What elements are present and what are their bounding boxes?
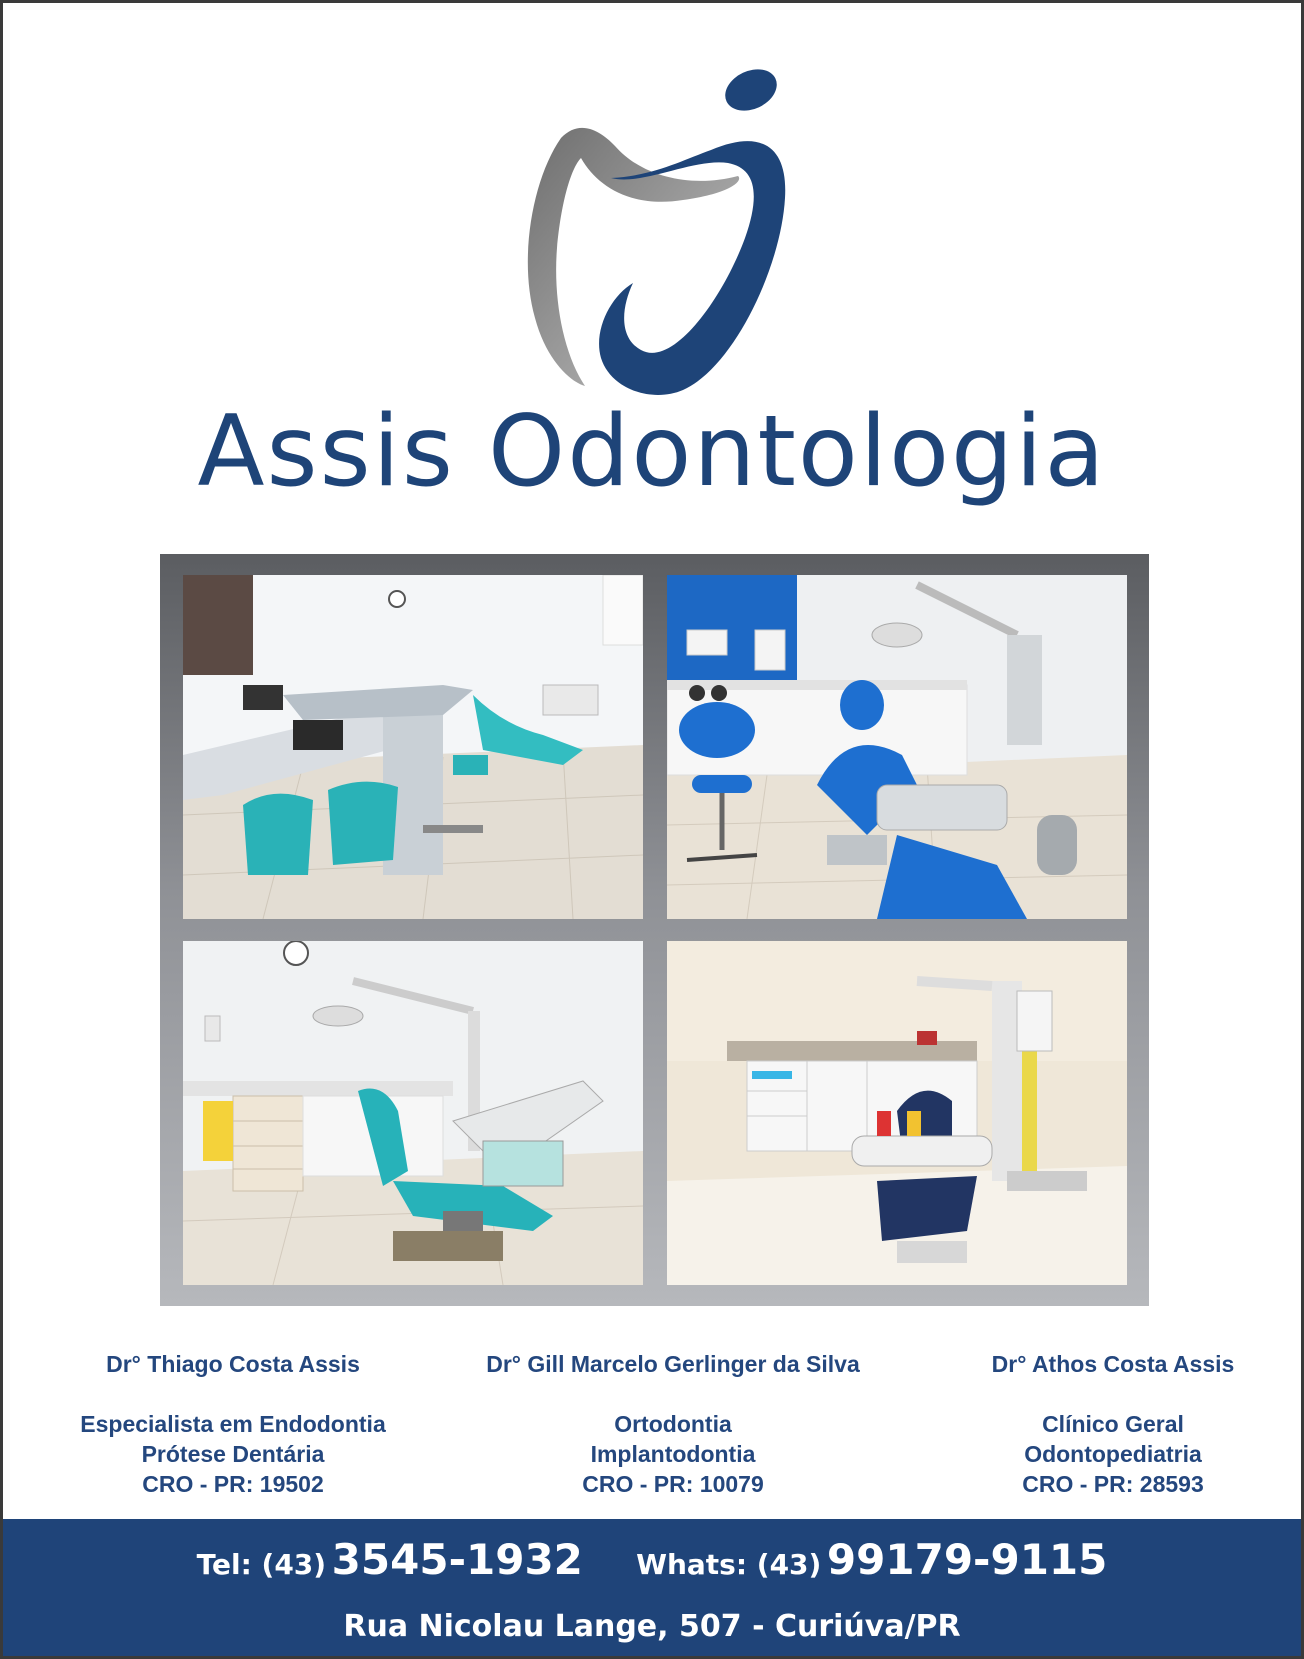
whats-label: Whats: (43) — [636, 1548, 822, 1581]
doctor-name: Dr° Athos Costa Assis — [991, 1351, 1235, 1377]
brand-name: Assis Odontologia — [197, 395, 1107, 509]
dental-chair-blue-photo — [667, 575, 1127, 919]
doctors-section — [3, 1349, 1301, 1499]
doctor-specialty: Odontopediatria — [1024, 1441, 1202, 1467]
doctor-card-athos — [923, 1349, 1303, 1499]
dental-chair-navy-photo — [667, 941, 1127, 1285]
doctor-specialty: Prótese Dentária — [141, 1441, 325, 1467]
doctor-specialty: Implantodontia — [590, 1441, 756, 1467]
doctor-name: Dr° Thiago Costa Assis — [106, 1351, 360, 1377]
doctor-cro: CRO - PR: 10079 — [582, 1471, 764, 1497]
address: Rua Nicolau Lange, 507 - Curiúva/PR — [343, 1609, 961, 1644]
doctor-card-thiago — [43, 1349, 423, 1499]
tel-number[interactable]: 3545-1932 — [331, 1535, 583, 1584]
doctor-specialty: Ortodontia — [614, 1411, 732, 1437]
contact-footer — [3, 1519, 1301, 1656]
doctor-cro: CRO - PR: 19502 — [142, 1471, 324, 1497]
whats-number[interactable]: 99179-9115 — [826, 1535, 1108, 1584]
doctor-specialty: Especialista em Endodontia — [80, 1411, 386, 1437]
phone-row — [3, 1535, 1301, 1584]
photo-collage — [160, 554, 1149, 1306]
tooth-logo-icon — [523, 68, 833, 413]
doctor-cro: CRO - PR: 28593 — [1022, 1471, 1204, 1497]
dental-chair-teal-photo — [183, 941, 643, 1285]
doctor-card-gill — [448, 1349, 898, 1499]
doctor-specialty: Clínico Geral — [1042, 1411, 1184, 1437]
tel-label: Tel: (43) — [196, 1548, 327, 1581]
reception-photo — [183, 575, 643, 919]
doctor-name: Dr° Gill Marcelo Gerlinger da Silva — [486, 1351, 860, 1377]
